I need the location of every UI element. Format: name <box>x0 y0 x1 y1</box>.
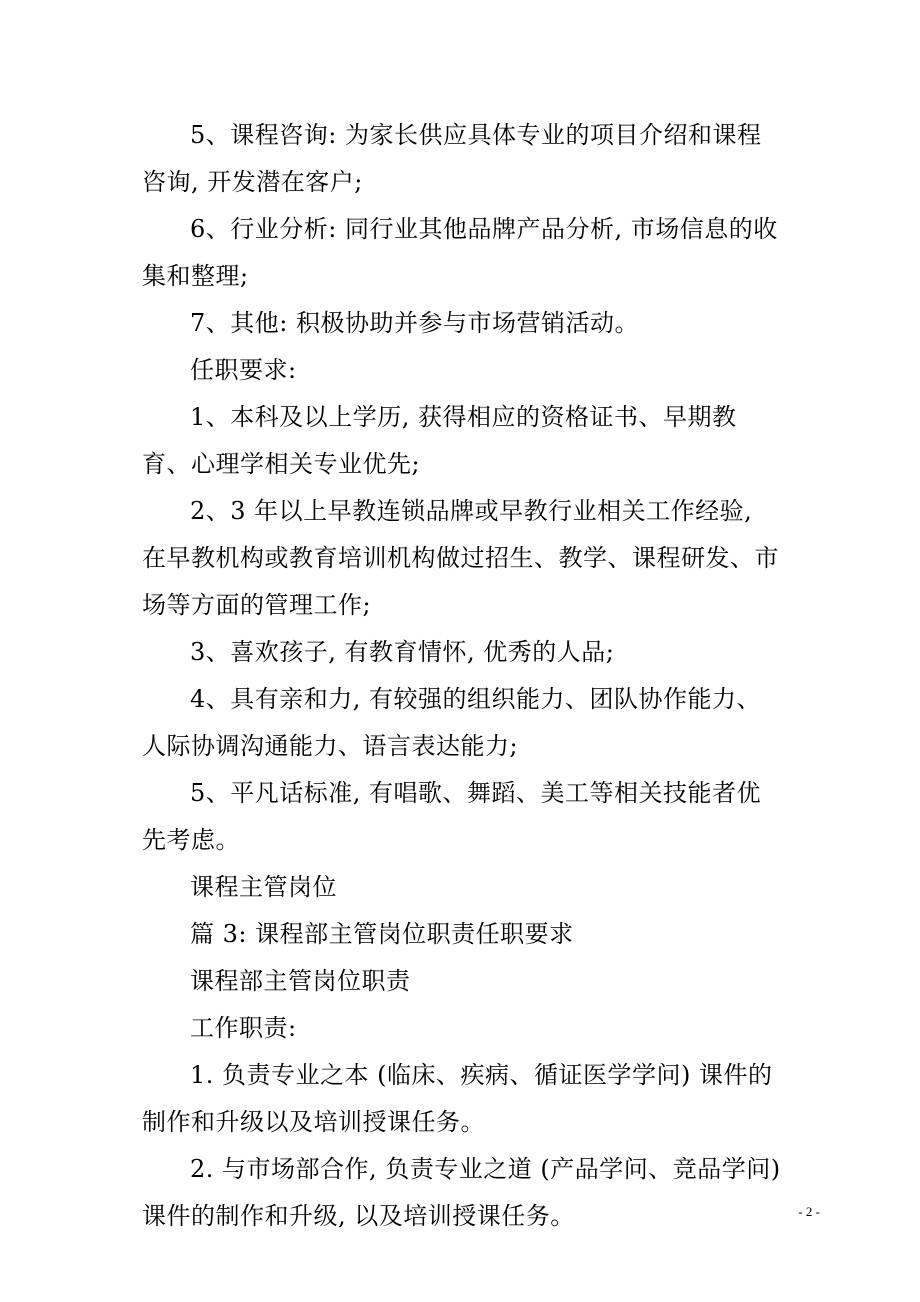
section-heading: 工作职责: <box>190 1014 297 1042</box>
paragraph: 3、喜欢孩子, 有教育情怀, 优秀的人品; <box>190 638 615 666</box>
paragraph: 6、行业分析: 同行业其他品牌产品分析, 市场信息的收集和整理; <box>142 215 778 290</box>
section-heading: 课程部主管岗位职责 <box>190 967 411 995</box>
document-body <box>142 112 782 1240</box>
paragraph: 1. 负责专业之本 (临床、疾病、循证医学学问) 课件的制作和升级以及培训授课任务。 <box>142 1061 773 1136</box>
paragraph: 4、具有亲和力, 有较强的组织能力、团队协作能力、人际协调沟通能力、语言表达能力; <box>142 685 762 760</box>
paragraph: 2. 与市场部合作, 负责专业之道 (产品学问、竞品学问) 课件的制作和升级, 以及培训授课任务。 <box>142 1155 781 1230</box>
section-heading: 课程主管岗位 <box>190 873 337 901</box>
page-number: - 2 - <box>798 1204 820 1219</box>
paragraph: 7、其他: 积极协助并参与市场营销活动。 <box>190 309 639 337</box>
paragraph: 5、课程咨询: 为家长供应具体专业的项目介绍和课程咨询, 开发潜在客户; <box>142 121 762 196</box>
section-heading: 任职要求: <box>190 356 297 384</box>
paragraph: 5、平凡话标准, 有唱歌、舞蹈、美工等相关技能者优先考虑。 <box>142 779 762 854</box>
paragraph: 2、3 年以上早教连锁品牌或早教行业相关工作经验, 在早教机构或教育培训机构做过招生、教学、课程研发、市场等方面的管理工作; <box>142 497 779 619</box>
section-heading: 篇 3: 课程部主管岗位职责任职要求 <box>190 920 574 948</box>
paragraph: 1、本科及以上学历, 获得相应的资格证书、早期教育、心理学相关专业优先; <box>142 403 737 478</box>
